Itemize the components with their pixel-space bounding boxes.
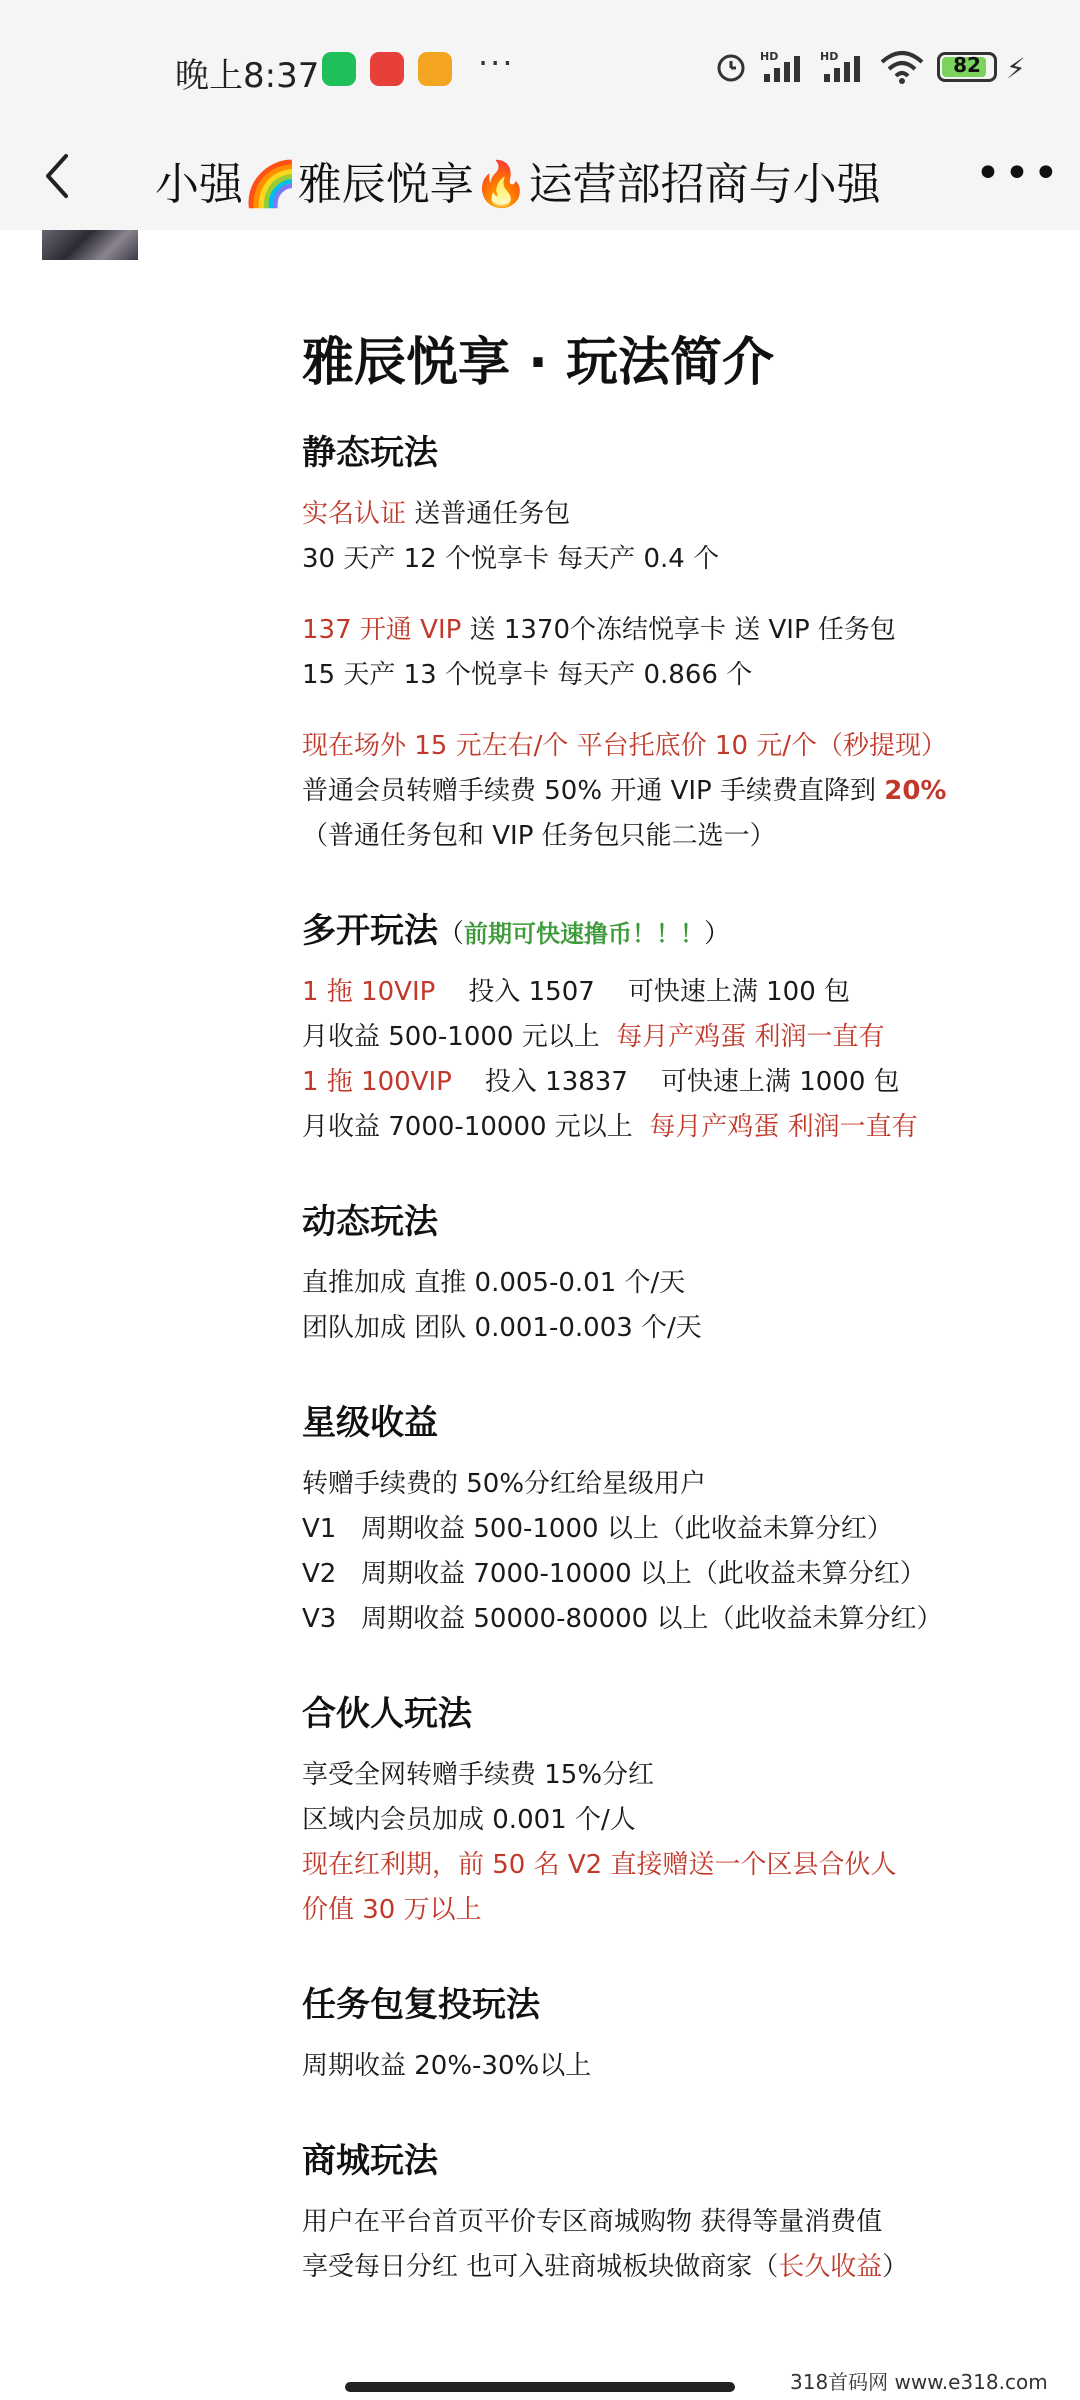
svg-text:HD: HD [820,50,839,63]
site-watermark: 318首码网 www.e318.com [790,2370,1048,2394]
alarm-icon [714,50,748,84]
star-line-4: V3 周期收益 50000-80000 以上（此收益未算分红） [302,1604,943,1634]
static-line-4: 15 天产 13 个悦享卡 每天产 0.866 个 [302,660,753,690]
multi-line-1: 1 拖 10VIP 投入 1507 可快速上满 100 包 [302,977,851,1007]
app-notification-icon [370,52,404,86]
svg-text:HD: HD [760,50,779,63]
star-line-1: 转赠手续费的 50%分红给星级用户 [302,1469,707,1499]
signal-hd-icon [760,48,810,84]
charging-icon: ⚡ [1006,52,1026,85]
static-line-5: 现在场外 15 元左右/个 平台托底价 10 元/个（秒提现） [302,731,948,761]
battery-icon [937,52,997,82]
more-notifications-icon: ··· [478,44,515,82]
static-line-3: 137 开通 VIP 送 1370个冻结悦享卡 送 VIP 任务包 [302,615,896,645]
section-mall-title: 商城玩法 [302,2141,438,2181]
mall-line-2: 享受每日分红 也可入驻商城板块做商家（长久收益） [302,2252,909,2282]
chat-title: 小强🌈雅辰悦享🔥运营部招商与小强 [155,159,881,210]
thumbnail-image[interactable] [42,230,138,260]
static-line-1: 实名认证 送普通任务包 [302,499,571,529]
chat-header [0,130,1080,230]
dynamic-line-1: 直推加成 直推 0.005-0.01 个/天 [302,1268,686,1298]
promo-document [302,320,1062,2290]
dynamic-line-2: 团队加成 团队 0.001-0.003 个/天 [302,1313,702,1343]
multi-line-3: 1 拖 100VIP 投入 13837 可快速上满 1000 包 [302,1067,900,1097]
section-multi-title: 多开玩法（前期可快速撸币！！！） [302,911,731,951]
section-dynamic-title: 动态玩法 [302,1202,438,1242]
star-line-2: V1 周期收益 500-1000 以上（此收益未算分红） [302,1514,893,1544]
multi-line-2: 月收益 500-1000 元以上 每月产鸡蛋 利润一直有 [302,1022,885,1052]
gallery-notification-icon [418,52,452,86]
back-button[interactable] [30,146,90,206]
battery-level: 82 [953,53,981,77]
multi-line-4: 月收益 7000-10000 元以上 每月产鸡蛋 利润一直有 [302,1112,918,1142]
document-title: 雅辰悦享 · 玩法简介 [302,333,774,393]
status-time: 晚上8:37 [175,56,320,96]
section-star-title: 星级收益 [302,1403,438,1443]
star-line-3: V2 周期收益 7000-10000 以上（此收益未算分红） [302,1559,926,1589]
partner-line-2: 区域内会员加成 0.001 个/人 [302,1805,636,1835]
static-line-7: （普通任务包和 VIP 任务包只能二选一） [302,821,776,851]
mall-line-1: 用户在平台首页平价专区商城购物 获得等量消费值 [302,2207,883,2237]
wifi-icon [880,50,924,84]
wechat-notification-icon [322,52,356,86]
section-reinvest-title: 任务包复投玩法 [302,1985,540,2025]
more-options-button[interactable]: ••• [975,148,1062,199]
image-viewer [0,230,1080,2400]
static-line-6: 普通会员转赠手续费 50% 开通 VIP 手续费直降到 20% [302,776,947,806]
section-static-title: 静态玩法 [302,433,438,473]
status-bar [0,0,1080,130]
home-indicator[interactable] [345,2382,735,2392]
partner-line-4: 价值 30 万以上 [302,1895,482,1925]
static-line-2: 30 天产 12 个悦享卡 每天产 0.4 个 [302,544,720,574]
partner-line-1: 享受全网转赠手续费 15%分红 [302,1760,655,1790]
signal-hd-2-icon [820,48,870,84]
section-partner-title: 合伙人玩法 [302,1694,472,1734]
partner-line-3: 现在红利期，前 50 名 V2 直接赠送一个区县合伙人 [302,1850,897,1880]
reinvest-line-1: 周期收益 20%-30%以上 [302,2051,592,2081]
